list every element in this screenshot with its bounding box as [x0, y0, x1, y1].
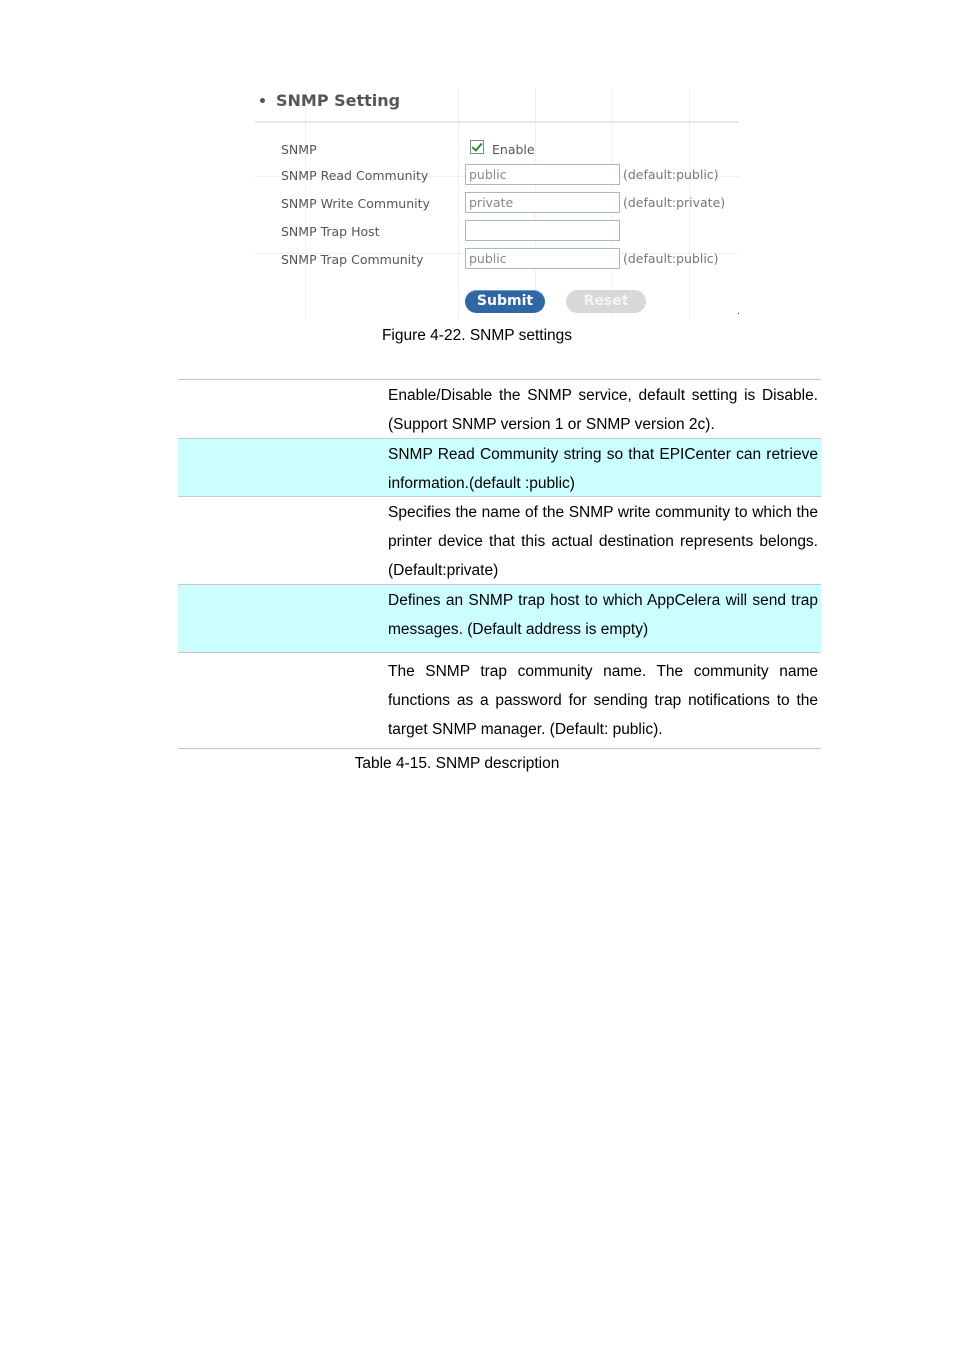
field-label: SNMP — [281, 142, 317, 157]
reset-button[interactable]: Reset — [566, 290, 646, 313]
row-description: Enable/Disable the SNMP service, default setting is Disable. (Support SNMP version 1 or SNMP version 2c). — [388, 387, 818, 433]
field-label: SNMP Trap Host — [281, 224, 380, 239]
table-row — [178, 379, 821, 438]
row-description: Specifies the name of the SNMP write community to which the printer device that this actual destination represents belongs.(Default:private) — [388, 504, 818, 579]
table-row — [178, 584, 821, 652]
read-community-row — [255, 164, 743, 188]
heading-divider — [255, 121, 739, 123]
section-heading — [260, 91, 400, 110]
table-row — [178, 496, 821, 584]
trap-community-row — [255, 248, 743, 272]
submit-button[interactable]: Submit — [465, 290, 545, 313]
trap-community-input[interactable]: public — [465, 248, 620, 269]
field-label: SNMP Write Community — [281, 196, 430, 211]
write-community-input[interactable]: private — [465, 192, 620, 213]
enable-checkbox-label: Enable — [492, 142, 535, 157]
row-description: Defines an SNMP trap host to which AppCelera will send trap messages. (Default address is empty) — [388, 592, 818, 638]
snmp-settings-figure — [255, 88, 743, 320]
table-row — [178, 438, 821, 496]
default-hint: (default:private) — [623, 195, 726, 210]
table-row — [178, 652, 821, 749]
trap-host-row — [255, 220, 743, 244]
field-label: SNMP Trap Community — [281, 252, 424, 267]
default-hint: (default:public) — [623, 167, 719, 182]
enable-checkbox[interactable] — [470, 140, 484, 154]
default-hint: (default:public) — [623, 251, 719, 266]
table-caption: Table 4-15. SNMP description — [354, 755, 560, 772]
snmp-description-table — [178, 379, 821, 749]
row-description: SNMP Read Community string so that EPICenter can retrieve information.(default :public) — [388, 446, 818, 492]
row-description: The SNMP trap community name. The community name functions as a password for sending trap notifications to the target SNMP manager. (Default: public). — [388, 663, 818, 738]
bullet-icon — [260, 98, 265, 103]
write-community-row — [255, 192, 743, 216]
snmp-enable-row — [255, 138, 743, 162]
stray-dot: . — [737, 306, 741, 317]
trap-host-input[interactable] — [465, 220, 620, 241]
field-label: SNMP Read Community — [281, 168, 429, 183]
figure-caption: Figure 4-22. SNMP settings — [381, 327, 573, 344]
section-title: SNMP Setting — [276, 91, 401, 110]
read-community-input[interactable]: public — [465, 164, 620, 185]
